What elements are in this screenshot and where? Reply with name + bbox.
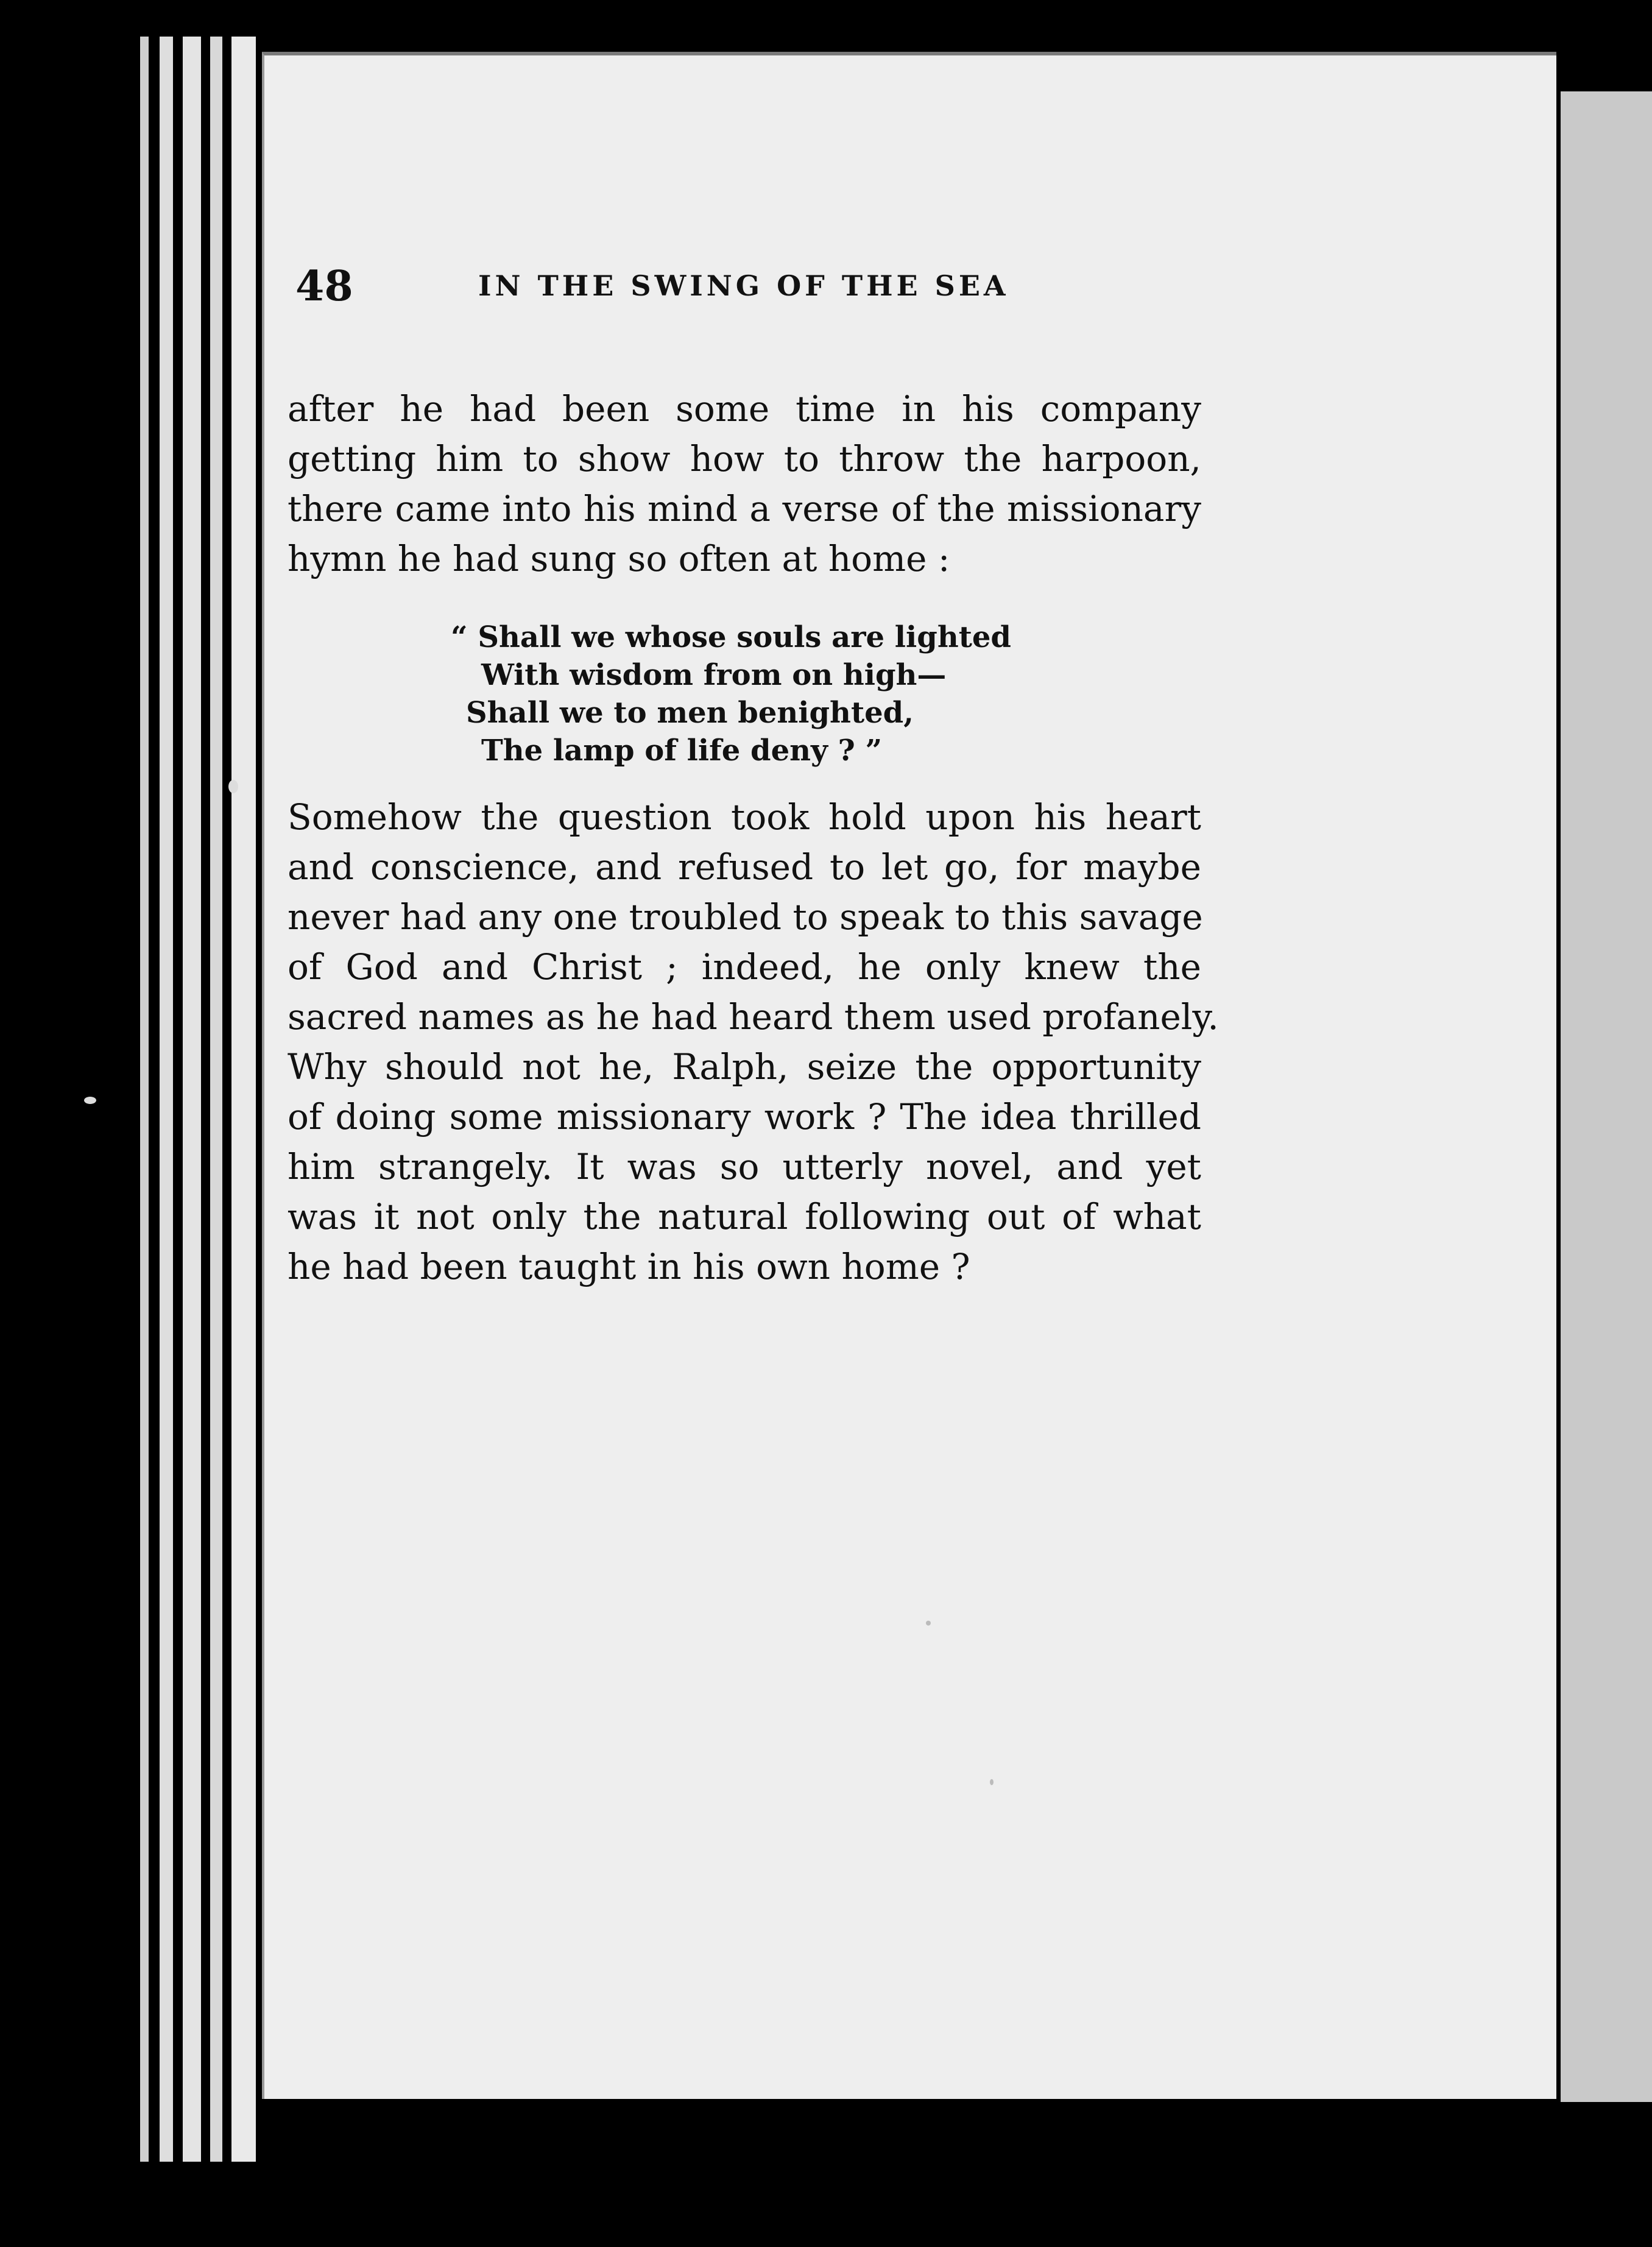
verse-line: With wisdom from on high— — [481, 658, 947, 692]
text-line: of doing some missionary work ? The idea thrilled — [288, 1096, 1201, 1138]
scan-speck — [926, 1621, 931, 1626]
verse-line: The lamp of life deny ? ” — [481, 734, 883, 768]
text-line: there came into his mind a verse of the missionary — [288, 488, 1201, 529]
page-edge — [210, 37, 222, 2162]
text-line: and conscience, and refused to let go, for maybe — [288, 846, 1201, 888]
verse-line: Shall we to men benighted, — [466, 696, 914, 730]
text-line: Why should not he, Ralph, seize the opportunity — [288, 1046, 1201, 1088]
text-line: was it not only the natural following out of what — [288, 1196, 1201, 1237]
page-edge — [183, 37, 201, 2162]
verse-quote — [451, 618, 1011, 770]
text-line: hymn he had sung so often at home : — [288, 538, 950, 579]
scan-speck — [228, 780, 238, 793]
text-line: never had any one troubled to speak to this savage — [288, 896, 1203, 938]
page-edge — [160, 37, 173, 2162]
page-header — [295, 262, 1221, 335]
text-line: getting him to show how to throw the harpoon, — [288, 438, 1201, 479]
verse-line: “ Shall we whose souls are lighted — [451, 620, 1011, 654]
running-head: IN THE SWING OF THE SEA — [478, 269, 1009, 302]
text-line: he had been taught in his own home ? — [288, 1246, 970, 1287]
paragraph-2 — [288, 792, 1219, 1292]
text-line: him strangely. It was so utterly novel, and yet — [288, 1146, 1201, 1187]
page-edge — [140, 37, 149, 2162]
text-line: of God and Christ ; indeed, he only knew the — [288, 946, 1201, 988]
facing-page-edge — [1561, 91, 1652, 2102]
text-line: Somehow the question took hold upon his heart — [288, 796, 1201, 838]
scan-speck — [990, 1779, 994, 1785]
text-line: after he had been some time in his company — [288, 388, 1201, 430]
text-line: sacred names as he had heard them used profanely. — [288, 996, 1219, 1038]
scan-speck — [84, 1097, 96, 1104]
page-number: 48 — [295, 262, 353, 311]
page-edge — [231, 37, 256, 2162]
paragraph-1 — [288, 384, 1201, 584]
